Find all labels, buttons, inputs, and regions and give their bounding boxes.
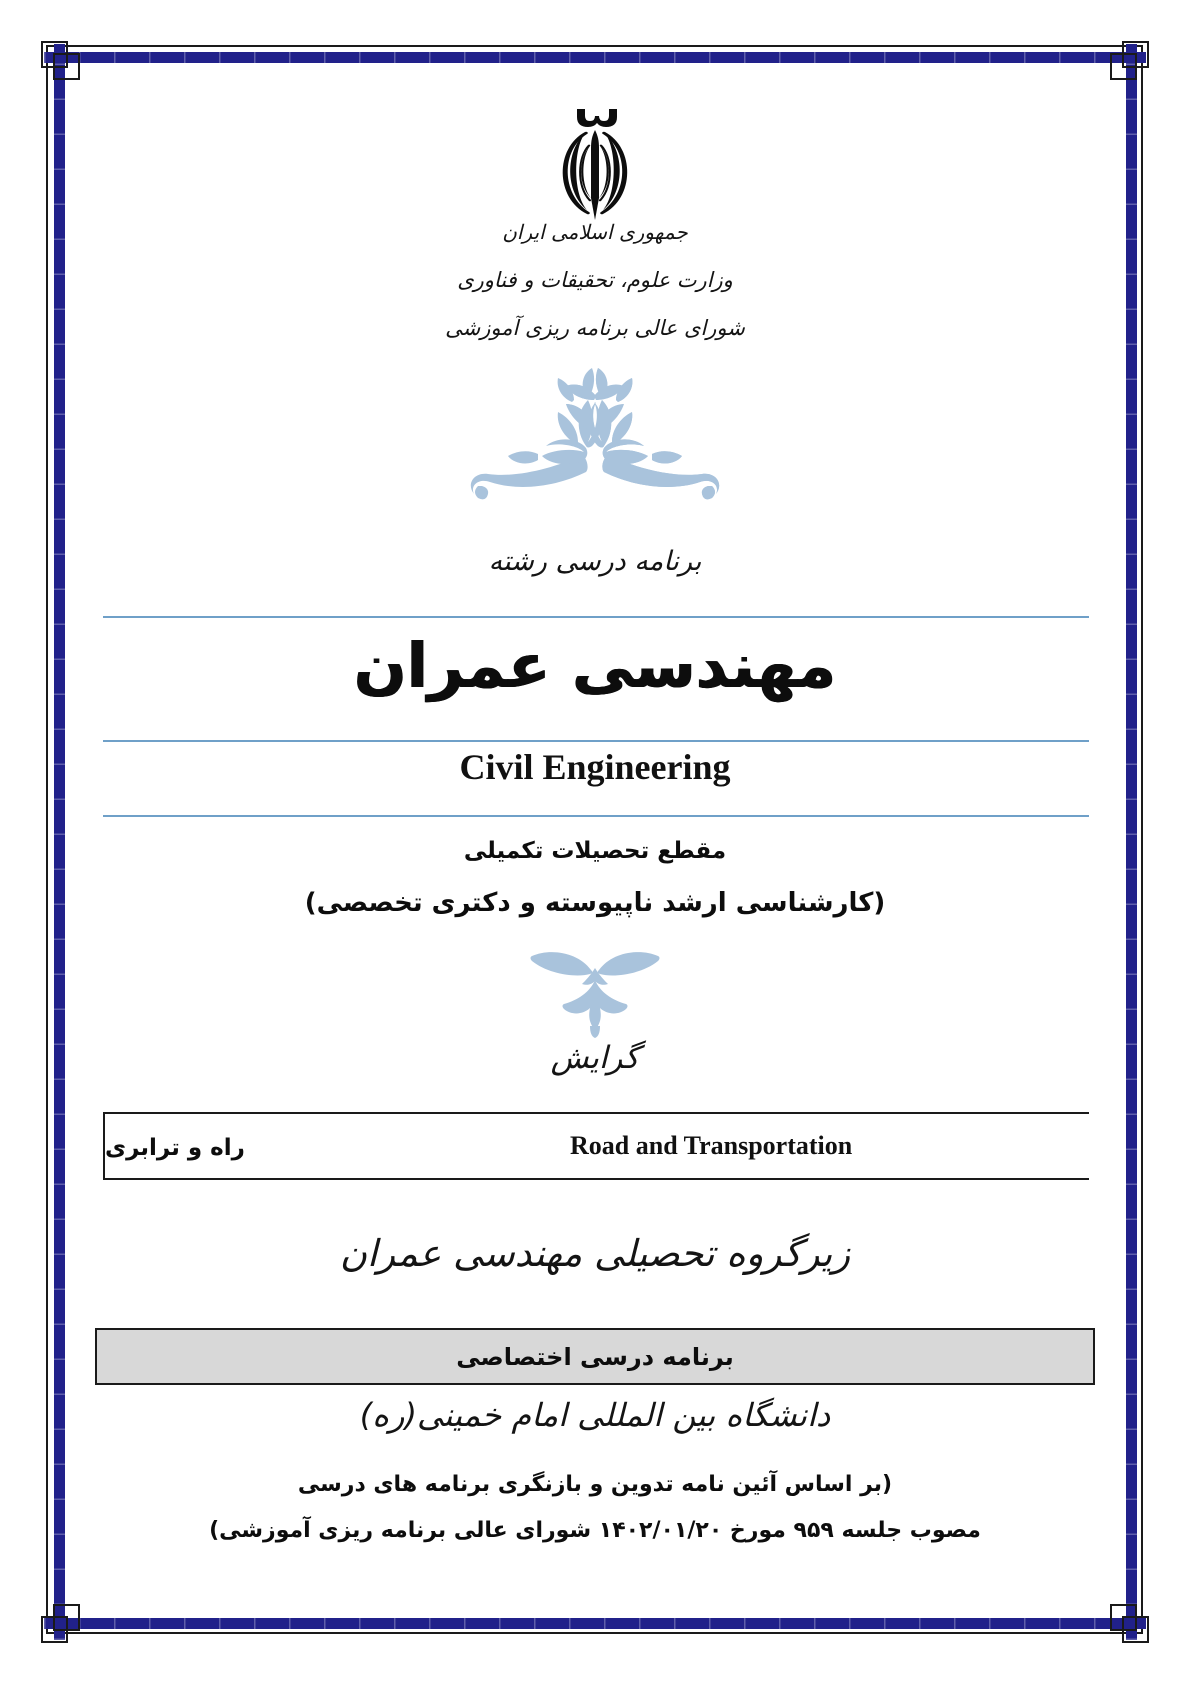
- orientation-fa-cell: راه و ترابری: [103, 1114, 560, 1178]
- corner-knot-icon: [53, 1604, 80, 1631]
- orientation-label: گرایش: [550, 1040, 640, 1076]
- divider-rule: [103, 616, 1089, 618]
- frame-band-bottom: [44, 1618, 1146, 1629]
- frame-band-top: [44, 52, 1146, 63]
- page-title-en: Civil Engineering: [459, 747, 731, 787]
- orientation-table: [103, 1112, 1089, 1180]
- gov-line-council: شورای عالی برنامه ریزی آموزشی: [445, 316, 745, 340]
- university-title: دانشگاه بین المللی امام خمینی(ره): [359, 1396, 831, 1434]
- footnote-line-1: (بر اساس آئین نامه تدوین و بازنگری برنامه های درسی: [297, 1472, 893, 1497]
- corner-knot-icon: [53, 53, 80, 80]
- flower-ornament-icon: [520, 940, 670, 1042]
- iran-national-emblem-icon: [545, 106, 645, 232]
- divider-rule: [103, 740, 1089, 742]
- corner-knot-icon: [1110, 53, 1137, 80]
- gov-line-republic: جمهوری اسلامی ایران: [502, 220, 688, 244]
- page-title-fa: مهندسی عمران: [353, 629, 837, 702]
- corner-knot-icon: [1110, 1604, 1137, 1631]
- floral-ornament-icon: [468, 368, 722, 508]
- level-line-1: مقطع تحصیلات تکمیلی: [463, 838, 727, 864]
- program-label: برنامه درسی رشته: [488, 546, 702, 577]
- footnote-line-2: مصوب جلسه ۹۵۹ مورخ ۱۴۰۲/۰۱/۲۰ شورای عالی برنامه ریزی آموزشی): [209, 1518, 981, 1543]
- orientation-en-cell: Road and Transportation: [570, 1131, 853, 1160]
- level-line-2: (کارشناسی ارشد ناپیوسته و دکتری تخصصی): [304, 888, 886, 918]
- divider-rule: [103, 815, 1089, 817]
- gov-line-ministry: وزارت علوم، تحقیقات و فناوری: [457, 268, 733, 292]
- subgroup-title: زیرگروه تحصیلی مهندسی عمران: [339, 1232, 851, 1275]
- specialized-curriculum-banner: برنامه درسی اختصاصی: [95, 1328, 1095, 1385]
